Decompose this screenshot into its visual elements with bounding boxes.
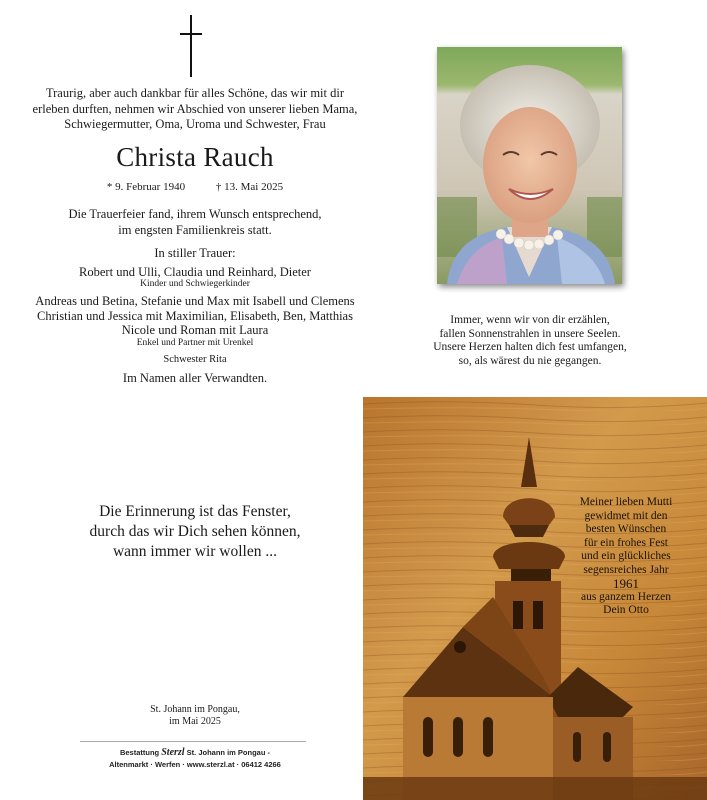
place-date: [90, 704, 300, 728]
footer-prefix: Bestattung: [119, 748, 160, 757]
funeral-note: [20, 207, 370, 238]
children-names: Robert und Ulli, Claudia und Reinhard, Dieter: [79, 264, 311, 279]
quote-line: Die Erinnerung ist das Fenster,: [99, 503, 291, 520]
dedication-year: 1961: [613, 576, 639, 591]
deceased-name: Christa Rauch: [116, 142, 274, 172]
intro-line: Traurig, aber auch dankbar für alles Schöne, das wir mit dir: [45, 86, 345, 100]
dedication-line: segensreiches Jahr: [583, 563, 669, 576]
dedication-line: Meiner lieben Mutti: [579, 496, 673, 508]
intro-line: erleben durften, nehmen wir Abschied von unserer lieben Mama,: [32, 101, 358, 116]
dedication-line: besten Wünschen: [585, 523, 667, 535]
poem-line: fallen Sonnenstrahlen in unsere Seelen.: [439, 327, 621, 340]
sister-name: Schwester Rita: [163, 353, 227, 365]
mourners-list: [20, 246, 370, 386]
place-line: St. Johann im Pongau,: [150, 704, 240, 715]
cross-icon: [180, 15, 202, 77]
dedication-line: Dein Otto: [603, 604, 649, 616]
funeral-home-footer: [60, 747, 330, 771]
grandchildren-names: Andreas und Betina, Stefanie und Max mit Isabell und Clemens: [35, 294, 355, 308]
dedication-line: und ein glückliches: [581, 550, 671, 562]
grandchildren-label: Enkel und Partner mit Urenkel: [136, 337, 254, 348]
poem-line: so, als wärest du nie gegangen.: [458, 354, 602, 367]
poem-line: Immer, wenn wir von dir erzählen,: [450, 314, 610, 326]
footer-contact: Altenmarkt · Werfen · www.sterzl.at · 06412 4266: [109, 760, 281, 769]
intro-line: Schwiegermutter, Oma, Uroma und Schwester, Frau: [64, 117, 326, 131]
funeral-line: im engsten Familienkreis statt.: [118, 222, 272, 237]
portrait-photo: [437, 47, 622, 284]
footer-location: St. Johann im Pongau -: [186, 748, 271, 757]
relatives-line: Im Namen aller Verwandten.: [122, 371, 268, 385]
funeral-line: Die Trauerfeier fand, ihrem Wunsch entsprechend,: [68, 207, 322, 221]
quote-line: durch das wir Dich sehen können,: [89, 523, 301, 540]
death-date: † 13. Mai 2025: [215, 181, 284, 193]
intro-text: [20, 86, 370, 133]
inlay-dedication: [556, 496, 696, 618]
memorial-quote: [40, 502, 350, 562]
children-label: Kinder und Schwiegerkinder: [140, 279, 250, 289]
poem-line: Unsere Herzen halten dich fest umfangen,: [433, 341, 627, 353]
date-line: im Mai 2025: [169, 716, 221, 727]
grandchildren-names: Christian und Jessica mit Maximilian, Elisabeth, Ben, Matthias: [37, 308, 353, 323]
footer-divider: [80, 741, 306, 742]
grandchildren-names: Nicole und Roman mit Laura: [121, 323, 269, 337]
birth-date: * 9. Februar 1940: [106, 181, 186, 193]
dedication-line: aus ganzem Herzen: [580, 590, 672, 603]
quote-line: wann immer wir wollen ...: [112, 543, 277, 560]
funeral-home-logo: Sterzl: [161, 747, 185, 758]
dedication-line: gewidmet mit den: [584, 509, 668, 522]
mourning-heading: In stiller Trauer:: [154, 246, 236, 260]
poem: [400, 314, 660, 368]
dedication-line: für ein frohes Fest: [584, 536, 668, 549]
life-dates: [20, 180, 370, 194]
